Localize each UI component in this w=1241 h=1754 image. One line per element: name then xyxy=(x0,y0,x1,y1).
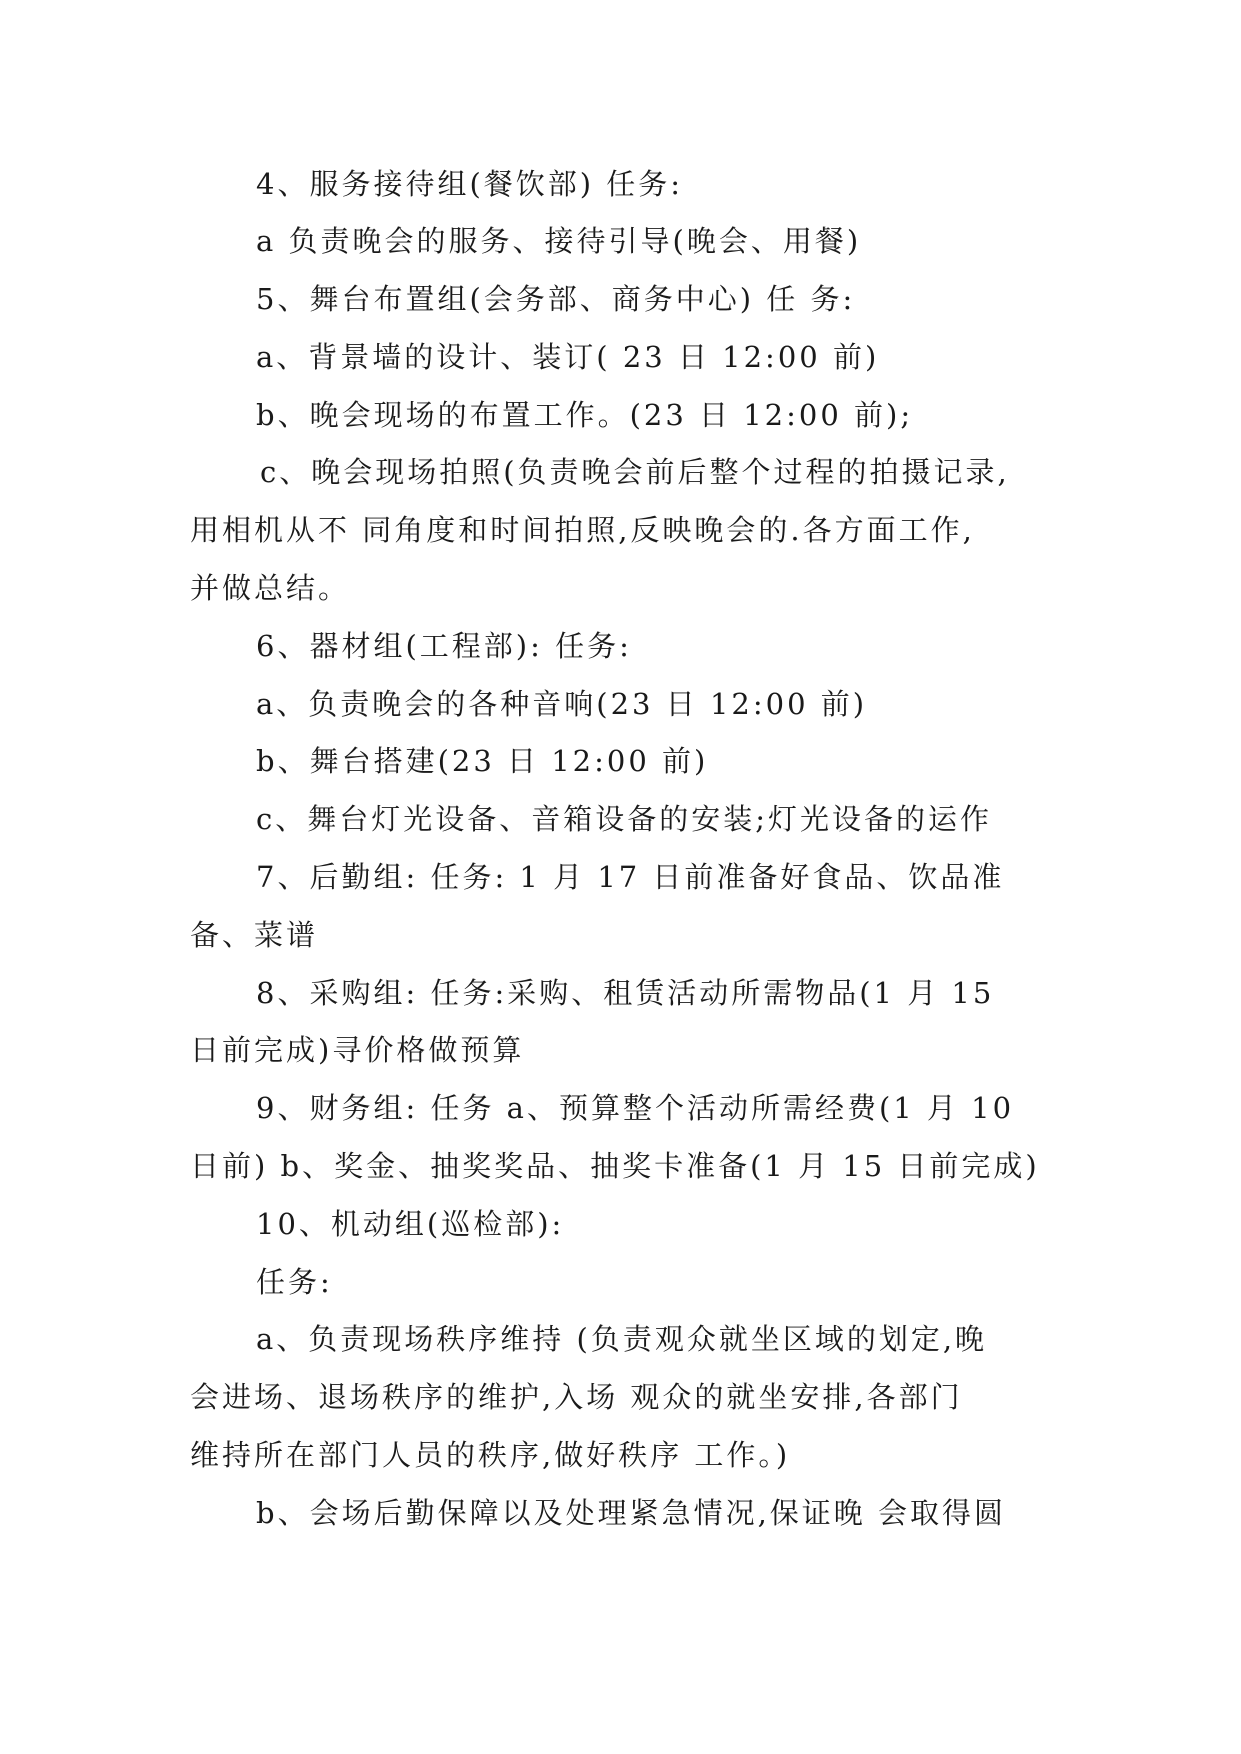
text-line: a、背景墙的设计、装订( 23 日 12:00 前) xyxy=(256,340,880,374)
text-line: b、会场后勤保障以及处理紧急情况,保证晚 会取得圆 xyxy=(256,1496,1007,1530)
text-line: b、晚会现场的布置工作。(23 日 12:00 前); xyxy=(256,398,914,432)
text-line: c、舞台灯光设备、音箱设备的安装;灯光设备的运作 xyxy=(256,802,993,836)
text-line: 维持所在部门人员的秩序,做好秩序 工作。) xyxy=(190,1438,791,1472)
text-line: 4、服务接待组(餐饮部) 任务: xyxy=(256,167,684,201)
text-line: 8、采购组: 任务:采购、租赁活动所需物品(1 月 15 xyxy=(256,976,995,1010)
text-line: 用相机从不 同角度和时间拍照,反映晚会的.各方面工作, xyxy=(190,513,975,547)
text-line: 备、菜谱 xyxy=(190,918,319,952)
text-line: 任务: xyxy=(256,1265,333,1299)
text-line: 并做总结。 xyxy=(190,571,351,605)
text-line: 5、舞台布置组(会务部、商务中心) 任 务: xyxy=(256,282,856,316)
text-line: 日前完成)寻价格做预算 xyxy=(190,1033,525,1067)
text-line: c、晚会现场拍照(负责晚会前后整个过程的拍摄记录, xyxy=(260,455,1010,489)
text-line: 9、财务组: 任务 a、预算整个活动所需经费(1 月 10 xyxy=(256,1091,1015,1125)
text-line: 6、器材组(工程部): 任务: xyxy=(256,629,632,663)
text-line: 日前) b、奖金、抽奖奖品、抽奖卡准备(1 月 15 日前完成) xyxy=(190,1149,1040,1183)
text-line: a 负责晚会的服务、接待引导(晚会、用餐) xyxy=(256,224,862,258)
text-line: 10、机动组(巡检部): xyxy=(256,1207,565,1241)
text-line: a、负责晚会的各种音响(23 日 12:00 前) xyxy=(256,687,868,721)
text-line: b、舞台搭建(23 日 12:00 前) xyxy=(256,744,709,778)
text-line: a、负责现场秩序维持 (负责观众就坐区域的划定,晚 xyxy=(256,1322,988,1356)
text-line: 7、后勤组: 任务: 1 月 17 日前准备好食品、饮品准 xyxy=(256,860,1005,894)
text-line: 会进场、退场秩序的维护,入场 观众的就坐安排,各部门 xyxy=(190,1380,963,1414)
